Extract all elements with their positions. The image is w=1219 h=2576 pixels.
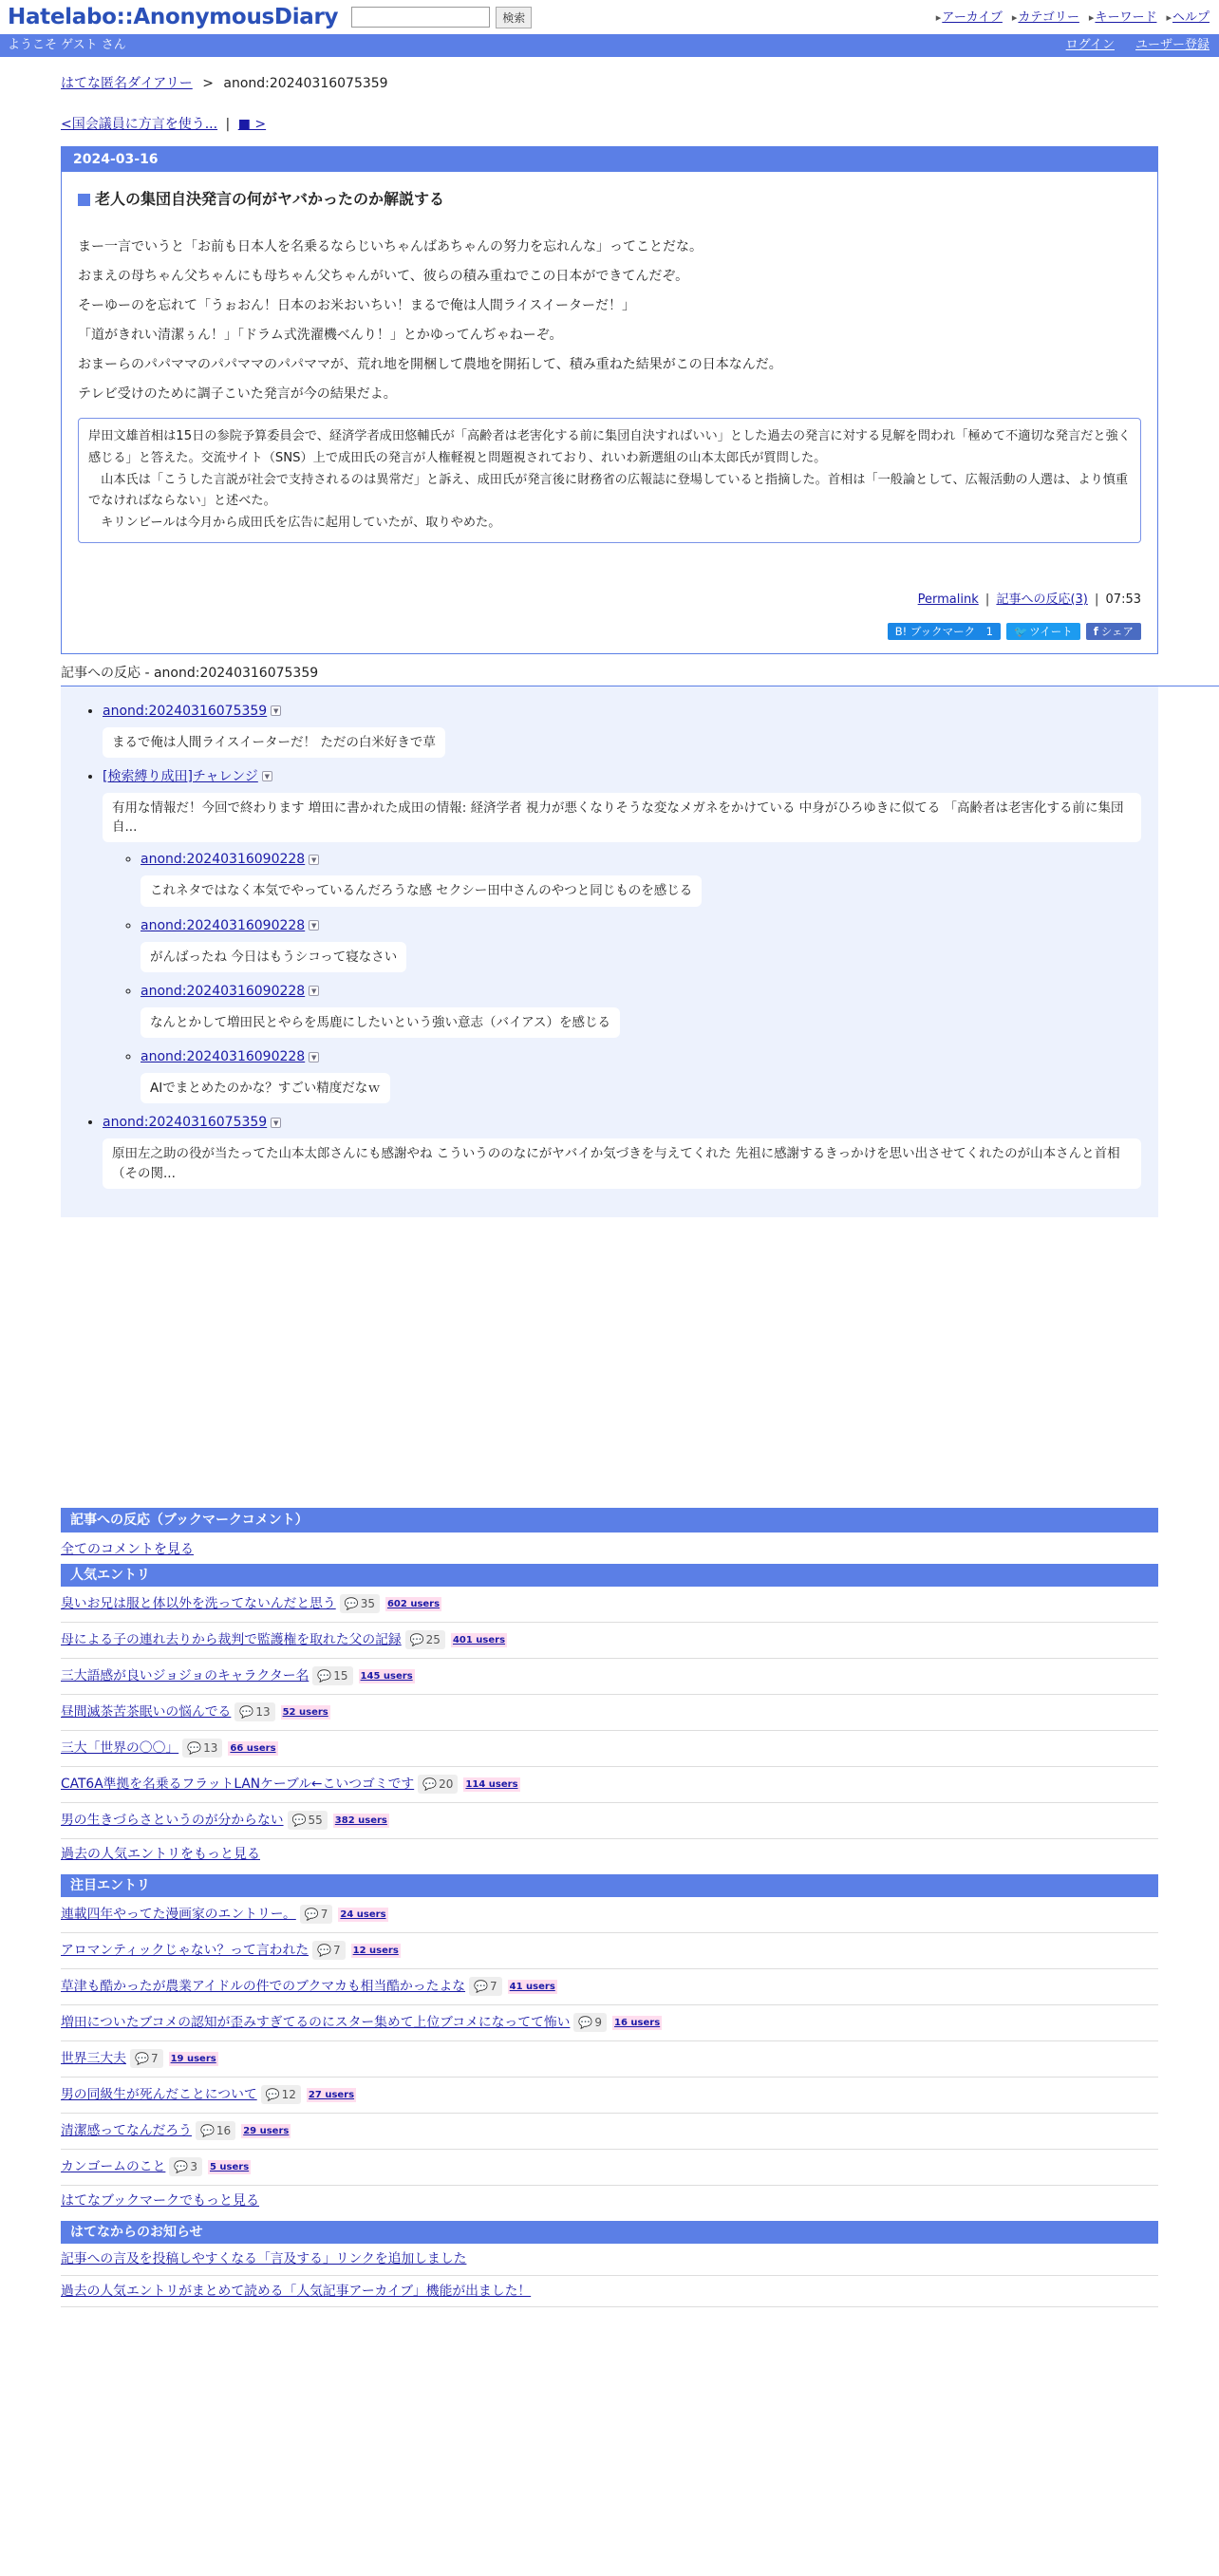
entry-row bbox=[61, 2041, 1158, 2078]
entry-title bbox=[78, 188, 1141, 211]
reaction-item bbox=[141, 850, 1158, 906]
entry-link[interactable]: CAT6A準拠を名乗るフラットLANケーブル←こいつゴミです bbox=[61, 1777, 415, 1793]
entry-link[interactable]: 男の同級生が死んだことについて bbox=[61, 2087, 257, 2103]
expand-arrow-icon[interactable]: ▼ bbox=[271, 1118, 281, 1128]
entry-paragraph: 「道がきれい清潔ぅん！」「ドラム式洗濯機べんり！」とかゆってんぢゃねーぞ。 bbox=[78, 328, 563, 343]
entry-row bbox=[61, 1933, 1158, 1969]
search-button[interactable]: 検索 bbox=[496, 7, 532, 28]
breadcrumb-current: anond:20240316075359 bbox=[223, 76, 388, 91]
bookmark-comments-header: 記事への反応（ブックマークコメント） bbox=[61, 1508, 1158, 1532]
reaction-item bbox=[141, 916, 1158, 972]
facebook-share-button[interactable] bbox=[1086, 623, 1141, 640]
entry-row bbox=[61, 1803, 1158, 1839]
entry-link[interactable]: 連載四年やってた漫画家のエントリー。 bbox=[61, 1907, 296, 1923]
comment-count-value: 16 bbox=[216, 2124, 232, 2138]
comment-count bbox=[312, 1666, 352, 1685]
facebook-icon: f bbox=[1093, 624, 1098, 638]
bookmark-users-count[interactable]: 401 users bbox=[452, 1634, 506, 1645]
footer-separator: | bbox=[1095, 592, 1099, 608]
quote-line: 山本氏は「こうした言説が社会で支持されるのは異常だ」と訴え、成田氏が発言後に財務省の広報誌に登場していると指摘した。首相は「一般論として、広報活動の人選は、より慎重でなければならない」と述べた。 bbox=[88, 472, 1129, 509]
bookmark-users-count[interactable]: 145 users bbox=[360, 1670, 413, 1682]
entry-link[interactable]: 男の生きづらさというのが分からない bbox=[61, 1813, 284, 1829]
next-entry-link[interactable]: ■ > bbox=[237, 117, 267, 132]
popular-entries-list bbox=[61, 1587, 1158, 1839]
breadcrumb-home[interactable]: はてな匿名ダイアリー bbox=[61, 76, 193, 91]
reaction-item bbox=[141, 982, 1158, 1038]
expand-arrow-icon[interactable]: ▼ bbox=[309, 986, 319, 996]
tweet-button[interactable] bbox=[1006, 623, 1080, 640]
bookmark-users-count[interactable]: 382 users bbox=[334, 1814, 387, 1826]
entry-link[interactable]: アロマンティックじゃない？って言われた bbox=[61, 1943, 309, 1959]
entry-time: 07:53 bbox=[1105, 592, 1141, 608]
reaction-excerpt: まるで俺は人間ライスイーターだ！ ただの白米好きで草 bbox=[103, 727, 445, 758]
reaction-link[interactable]: [検索縛り成田]チャレンジ bbox=[103, 768, 258, 784]
bookmark-users-count[interactable]: 24 users bbox=[340, 1908, 386, 1920]
reaction-item bbox=[141, 1047, 1158, 1103]
reaction-link[interactable]: anond:20240316090228 bbox=[141, 1049, 306, 1065]
reaction-link[interactable]: anond:20240316090228 bbox=[141, 917, 306, 933]
comment-count bbox=[573, 2013, 607, 2032]
comment-count bbox=[418, 1775, 458, 1794]
entry-link[interactable]: 臭いお兄は服と体以外を洗ってないんだと思う bbox=[61, 1596, 336, 1612]
entry-paragraph: そーゆーのを忘れて「うぉおん！日本のお米おいちい！まるで俺は人間ライスイーターだ！」 bbox=[78, 298, 636, 313]
site-logo[interactable]: Hatelabo::AnonymousDiary bbox=[8, 4, 339, 29]
entry-link[interactable]: 草津も酷かったが農業アイドルの件でのブクマカも相当酷かったよな bbox=[61, 1979, 466, 1995]
comment-count-value: 15 bbox=[333, 1669, 348, 1683]
all-comments-link[interactable]: 全てのコメントを見る bbox=[61, 1541, 194, 1557]
entry-row bbox=[61, 1731, 1158, 1767]
comment-icon: 💬 bbox=[409, 1633, 424, 1647]
twitter-icon: 🐦 bbox=[1013, 624, 1028, 638]
hatena-news-header: はてなからのお知らせ bbox=[61, 2221, 1158, 2244]
welcome-bar bbox=[0, 34, 1219, 57]
entry-body bbox=[78, 237, 1141, 404]
bookmark-users-count[interactable]: 29 users bbox=[243, 2125, 290, 2136]
popular-more bbox=[61, 1839, 1158, 1871]
entry-footer bbox=[78, 591, 1141, 610]
reaction-excerpt: がんばったね 今日はもうシコって寝なさい bbox=[141, 942, 406, 972]
featured-more bbox=[61, 2186, 1158, 2217]
expand-arrow-icon[interactable]: ▼ bbox=[271, 705, 281, 716]
prev-entry-link[interactable]: <国会議員に方言を使う... bbox=[61, 117, 218, 132]
bookmark-users-count[interactable]: 41 users bbox=[509, 1981, 555, 1992]
comment-count-value: 3 bbox=[190, 2160, 197, 2174]
entry-link[interactable]: 三大語感が良いジョジョのキャラクター名 bbox=[61, 1668, 309, 1684]
comment-count bbox=[300, 1905, 333, 1924]
comment-icon: 💬 bbox=[317, 1669, 332, 1683]
entry-row bbox=[61, 2114, 1158, 2150]
comment-count bbox=[130, 2049, 163, 2068]
breadcrumb bbox=[61, 74, 1158, 94]
comment-count-value: 7 bbox=[150, 2052, 159, 2066]
prev-next-nav bbox=[61, 115, 1158, 135]
all-comments bbox=[61, 1540, 1158, 1560]
welcome-text: ようこそ ゲスト さん bbox=[8, 38, 126, 53]
reactions-list bbox=[61, 686, 1158, 1217]
popular-more-link[interactable]: 過去の人気エントリをもっと見る bbox=[61, 1846, 260, 1862]
blockquote bbox=[78, 418, 1141, 543]
comment-count-value: 55 bbox=[308, 1814, 323, 1828]
entry-link[interactable]: 世界三大夫 bbox=[61, 2051, 126, 2067]
reaction-excerpt: なんとかして増田民とやらを馬鹿にしたいという強い意志（バイアス）を感じる bbox=[141, 1007, 620, 1038]
top-nav bbox=[936, 9, 1210, 28]
expand-arrow-icon[interactable]: ▼ bbox=[309, 1052, 319, 1062]
comment-count bbox=[312, 1941, 346, 1960]
news-link[interactable]: 過去の人気エントリがまとめて読める「人気記事アーカイブ」機能が出ました！ bbox=[61, 2283, 532, 2299]
bookmark-users-count[interactable]: 12 users bbox=[352, 1945, 399, 1956]
comment-icon: 💬 bbox=[578, 2016, 593, 2030]
comment-icon: 💬 bbox=[239, 1705, 254, 1720]
reactions-title: 記事への反応 - anond:20240316075359 bbox=[61, 664, 1219, 686]
comment-count-value: 25 bbox=[425, 1633, 441, 1647]
quote-line: 岸田文雄首相は15日の参院予算委員会で、経済学者成田悠輔氏が「高齢者は老害化する前に集団自決すればいい」とした過去の発言に対する見解を問われ「極めて不適切な発言だと強く感じる」と答えた。交流サイト（SNS）上で成田氏の発言が人権軽視と問題視されており、れいわ新選組の山本太郎氏が質問した。 bbox=[88, 429, 1131, 465]
entry-row bbox=[61, 1969, 1158, 2005]
nav-help[interactable]: ▸ ヘルプ bbox=[1166, 9, 1210, 28]
news-item bbox=[61, 2244, 1158, 2276]
comment-count-value: 13 bbox=[203, 1741, 218, 1756]
entry-link[interactable]: 増田についたブコメの認知が歪みすぎてるのにスター集めて上位ブコメになってて怖い bbox=[61, 2015, 571, 2031]
share-buttons bbox=[78, 623, 1141, 640]
expand-arrow-icon[interactable]: ▼ bbox=[309, 855, 319, 865]
reaction-excerpt: 有用な情報だ！今回で終わります 増田に書かれた成田の情報: 経済学者 視力が悪くなりそうな変なメガネをかけている 中身がひろゆきに似てる 「高齢者は老害化する前に集団自... bbox=[103, 793, 1141, 843]
bookmark-users-count[interactable]: 19 users bbox=[170, 2053, 216, 2064]
search-input[interactable] bbox=[351, 7, 490, 28]
diary-entry bbox=[61, 146, 1158, 654]
comment-count bbox=[261, 2085, 301, 2104]
bookmark-users-count[interactable]: 602 users bbox=[386, 1598, 441, 1609]
comment-icon: 💬 bbox=[187, 1741, 202, 1756]
comment-count-value: 7 bbox=[490, 1980, 497, 1994]
popular-entries-header: 人気エントリ bbox=[61, 1564, 1158, 1587]
comment-count bbox=[196, 2121, 235, 2140]
quote-line: キリンビールは今月から成田氏を広告に起用していたが、取りやめた。 bbox=[88, 516, 501, 531]
comment-count-value: 20 bbox=[439, 1777, 454, 1792]
reaction-link[interactable]: anond:20240316090228 bbox=[141, 852, 306, 868]
bookmark-users-count[interactable]: 114 users bbox=[465, 1778, 518, 1790]
register-link[interactable]: ユーザー登録 bbox=[1135, 38, 1210, 53]
entry-paragraph: おまーらのパパママのパパママのパパママが、荒れ地を開梱して農地を開拓して、積み重ねた結果がこの日本なんだ。 bbox=[78, 357, 782, 372]
entry-row bbox=[61, 1767, 1158, 1803]
comment-count-value: 13 bbox=[255, 1705, 271, 1720]
comment-icon: 💬 bbox=[317, 1944, 331, 1958]
comment-count bbox=[340, 1594, 380, 1613]
nav-keyword[interactable]: ▸ キーワード bbox=[1089, 9, 1157, 28]
comment-icon: 💬 bbox=[134, 2052, 149, 2066]
breadcrumb-separator: > bbox=[202, 76, 214, 91]
hatena-bookmark-button[interactable]: B! ブックマーク 1 bbox=[888, 623, 1001, 640]
entry-link[interactable]: 母による子の連れ去りから裁判で監護権を取れた父の記録 bbox=[61, 1632, 402, 1648]
entry-title-text: 老人の集団自決発言の何がヤバかったのか解説する bbox=[95, 190, 445, 208]
comment-icon: 💬 bbox=[304, 1908, 319, 1922]
comment-count bbox=[234, 1702, 274, 1721]
reaction-link[interactable]: anond:20240316075359 bbox=[103, 1115, 268, 1131]
comment-count bbox=[182, 1739, 222, 1758]
comment-count bbox=[405, 1630, 445, 1649]
entry-link[interactable]: 清潔感ってなんだろう bbox=[61, 2123, 192, 2139]
entry-paragraph: まー一言でいうと「お前も日本人を名乗るならじいちゃんばあちゃんの努力を忘れんな」ってことだな。 bbox=[78, 239, 703, 254]
reaction-excerpt: これネタではなく本気でやっているんだろうな感 セクシー田中さんのやつと同じものを感じる bbox=[141, 875, 702, 906]
nav-category[interactable]: ▸ カテゴリー bbox=[1012, 9, 1079, 28]
entry-paragraph: テレビ受けのために調子こいた発言が今の結果だよ。 bbox=[78, 386, 397, 402]
top-bar bbox=[0, 0, 1219, 34]
login-link[interactable]: ログイン bbox=[1065, 38, 1115, 53]
reaction-link[interactable]: anond:20240316075359 bbox=[103, 703, 268, 719]
entry-row bbox=[61, 2078, 1158, 2114]
bookmark-users-count[interactable]: 5 users bbox=[209, 2161, 250, 2172]
comment-icon: 💬 bbox=[265, 2088, 280, 2102]
featured-more-link[interactable]: はてなブックマークでもっと見る bbox=[61, 2192, 260, 2209]
comment-count-value: 9 bbox=[594, 2016, 603, 2030]
entry-square-icon[interactable] bbox=[78, 194, 90, 206]
comment-count bbox=[469, 1977, 502, 1996]
entry-date: 2024-03-16 bbox=[62, 147, 1157, 172]
entry-row bbox=[61, 2005, 1158, 2041]
entry-link[interactable]: 昼間滅茶苦茶眠いの悩んでる bbox=[61, 1704, 232, 1720]
comment-count bbox=[288, 1811, 328, 1830]
comment-icon: 💬 bbox=[199, 2124, 215, 2138]
entry-row bbox=[61, 1897, 1158, 1933]
comment-icon: 💬 bbox=[474, 1980, 488, 1994]
share-label: シェア bbox=[1100, 624, 1134, 638]
entry-link[interactable]: 三大「世界の〇〇」 bbox=[61, 1740, 179, 1757]
comment-icon: 💬 bbox=[174, 2160, 189, 2174]
comment-count-value: 7 bbox=[320, 1908, 328, 1922]
reaction-excerpt: 原田左之助の役が当たってた山本太郎さんにも感謝やね こういうののなにがヤバイか気づきを与えてくれた 先祖に感謝するきっかけを思い出させてくれたのが山本さんと首相（その関... bbox=[103, 1138, 1141, 1189]
reaction-link[interactable]: anond:20240316090228 bbox=[141, 983, 306, 999]
reaction-item bbox=[103, 767, 1158, 1104]
bookmark-users-count[interactable]: 16 users bbox=[614, 2017, 661, 2028]
entry-row bbox=[61, 2150, 1158, 2186]
entry-row bbox=[61, 1587, 1158, 1623]
expand-arrow-icon[interactable]: ▼ bbox=[309, 920, 319, 931]
reactions-link[interactable]: 記事への反応(3) bbox=[996, 592, 1088, 608]
reaction-item bbox=[103, 1113, 1158, 1189]
footer-separator: | bbox=[985, 592, 990, 608]
entry-row bbox=[61, 1659, 1158, 1695]
tweet-label: ツイート bbox=[1029, 624, 1073, 638]
prev-next-separator: | bbox=[225, 117, 231, 132]
entry-paragraph: おまえの母ちゃん父ちゃんにも母ちゃん父ちゃんがいて、彼らの積み重ねでこの日本ができてんだぞ。 bbox=[78, 269, 689, 284]
comment-icon: 💬 bbox=[422, 1777, 438, 1792]
main-content bbox=[61, 74, 1158, 2307]
news-link[interactable]: 記事への言及を投稿しやすくなる「言及する」リンクを追加しました bbox=[61, 2250, 467, 2266]
comment-icon: 💬 bbox=[344, 1597, 359, 1611]
reaction-item bbox=[103, 702, 1158, 758]
comment-icon: 💬 bbox=[291, 1814, 307, 1828]
entry-row bbox=[61, 1623, 1158, 1659]
featured-entries-header: 注目エントリ bbox=[61, 1874, 1158, 1897]
expand-arrow-icon[interactable]: ▼ bbox=[262, 771, 272, 781]
bookmark-users-count[interactable]: 66 users bbox=[230, 1742, 276, 1754]
permalink[interactable]: Permalink bbox=[917, 592, 979, 608]
reaction-excerpt: AIでまとめたのかな？すごい精度だなｗ bbox=[141, 1073, 390, 1103]
entry-row bbox=[61, 1695, 1158, 1731]
entry-link[interactable]: カンゴームのこと bbox=[61, 2159, 166, 2175]
comment-count bbox=[169, 2157, 202, 2176]
bookmark-users-count[interactable]: 27 users bbox=[308, 2089, 355, 2100]
comment-count-value: 12 bbox=[281, 2088, 296, 2102]
nav-archive[interactable]: ▸ アーカイブ bbox=[936, 9, 1003, 28]
news-item bbox=[61, 2276, 1158, 2308]
comment-count-value: 7 bbox=[333, 1944, 341, 1958]
featured-entries-list bbox=[61, 1897, 1158, 2186]
bookmark-users-count[interactable]: 52 users bbox=[282, 1706, 328, 1718]
comment-count-value: 35 bbox=[360, 1597, 375, 1611]
